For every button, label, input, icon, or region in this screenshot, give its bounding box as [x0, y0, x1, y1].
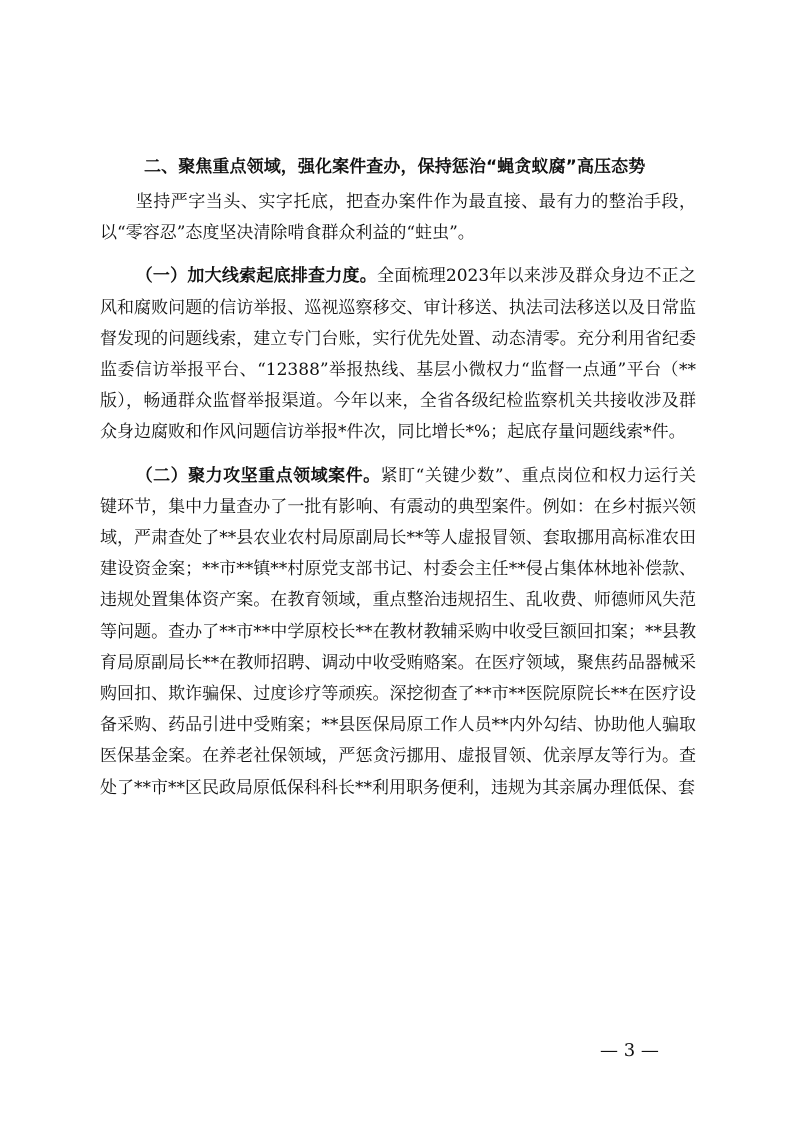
paragraph-item-2	[100, 461, 696, 804]
page-number: — 3 —	[600, 1040, 659, 1061]
page-body	[100, 152, 696, 804]
item-1-title: （一）加大线索起底排查力度。	[135, 266, 377, 287]
item-2-title: （二）聚力攻坚重点领域案件。	[135, 465, 381, 486]
intro-paragraph: 坚持严字当头、实字托底，把查办案件作为最直接、最有力的整治手段，以“零容忍”态度坚决清除啃食群众利益的“蛀虫”。	[100, 192, 696, 244]
paragraph-item-1	[100, 261, 696, 448]
item-2-body: 紧盯“关键少数”、重点岗位和权力运行关键环节，集中力量查办了一批有影响、有震动的典型案件。例如：在乡村振兴领域，严肃查处了**县农业农村局原副局长**等人虚报冒领、套取挪用高标准农田建设资金案；**市**镇**村原党支部书记、村委会主任**侵占集体林地补偿款、违规处置集体资产案。在教育领域，重点整治违规招生、乱收费、师德师风失范等问题。查办了**市**中学原校长**在教材教辅采购中收受巨额回扣案；**县教育局原副局长**在教师招聘、调动中收受贿赂案。在医疗领域，聚焦药品器械采购回扣、欺诈骗保、过度诊疗等顽疾。深挖彻查了**市**医院原院长**在医疗设备采购、药品引进中受贿案；**县医保局原工作人员**内外勾结、协助他人骗取医保基金案。在养老社保领域，严惩贪污挪用、虚报冒领、优亲厚友等行为。查处了**市**区民政局原低保科科长**利用职务便利，违规为其亲属办理低保、套	[100, 465, 696, 798]
item-1-body: 全面梳理2023年以来涉及群众身边不正之风和腐败问题的信访举报、巡视巡察移交、审计移送、执法司法移送以及日常监督发现的问题线索，建立专门台账，实行优先处置、动态清零。充分利用省纪委监委信访举报平台、“12388”举报热线、基层小微权力“监督一点通”平台（**版），畅通群众监督举报渠道。今年以来，全省各级纪检监察机关共接收涉及群众身边腐败和作风问题信访举报*件次，同比增长*%；起底存量问题线索*件。	[100, 266, 697, 443]
section-heading: 二、聚焦重点领域，强化案件查办，保持惩治“蝇贪蚁腐”高压态势	[144, 157, 646, 177]
